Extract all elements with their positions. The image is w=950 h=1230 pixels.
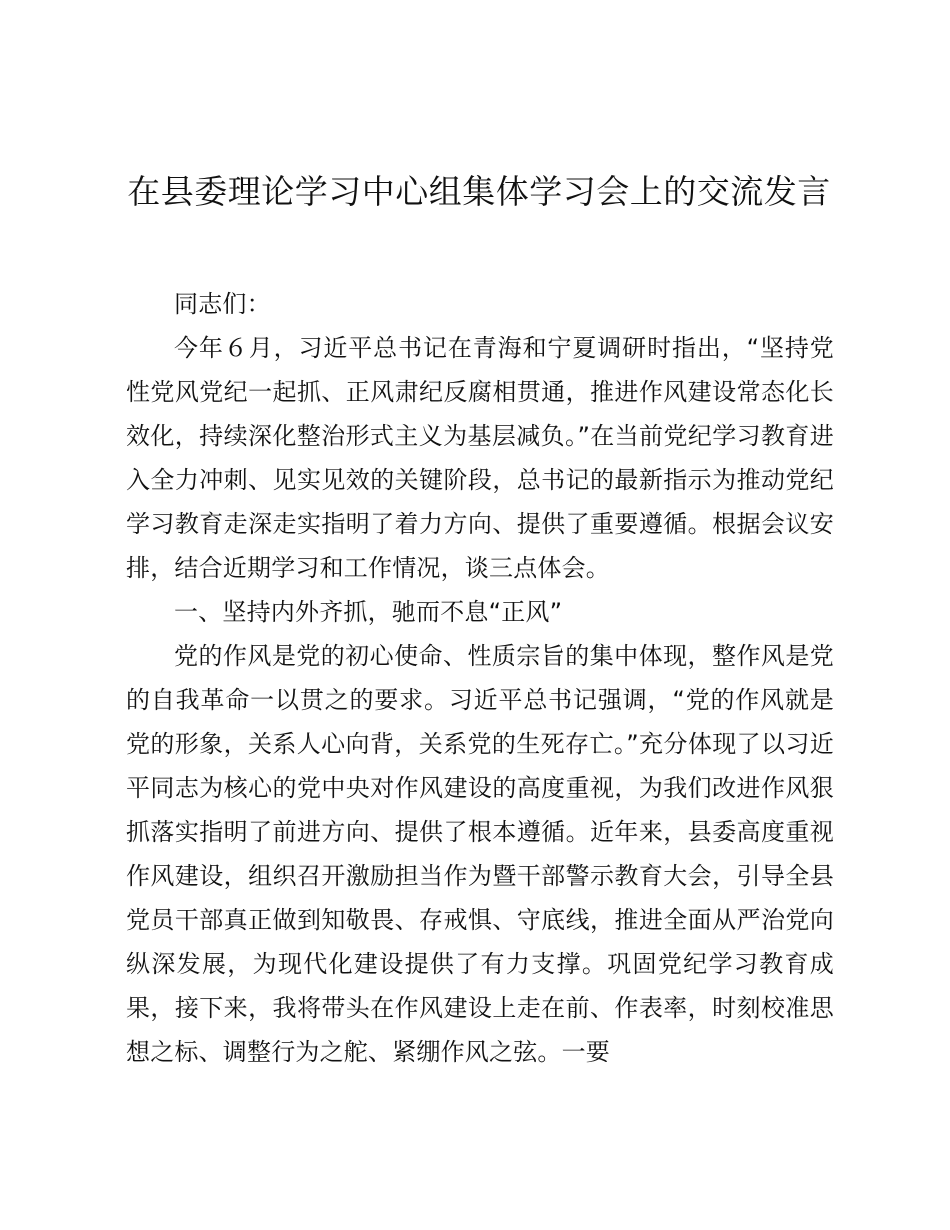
section-heading: 一、坚持内外齐抓，驰而不息“正风” bbox=[174, 598, 563, 626]
salutation-paragraph: 同志们： bbox=[174, 290, 271, 318]
intro-paragraph: 今年６月，习近平总书记在青海和宁夏调研时指出，“坚持党性党风党纪一起抓、正风肃纪反腐相贯通，推进作风建设常态化长效化，持续深化整治形式主义为基层减负。”在当前党纪学习教育进入全力冲刺、见实见效的关键阶段，总书记的最新指示为推动党纪学习教育走深走实指明了着力方向、提供了重要遵循。根据会议安排，结合近期学习和工作情况，谈三点体会。 bbox=[126, 334, 834, 582]
document-body bbox=[126, 282, 834, 1074]
document-title: 在县委理论学习中心组集体学习会上的交流发言 bbox=[127, 172, 831, 211]
section-paragraph: 党的作风是党的初心使命、性质宗旨的集中体现，整作风是党的自我革命一以贯之的要求。习近平总书记强调，“党的作风就是党的形象，关系人心向背，关系党的生死存亡。”充分体现了以习近平同志为核心的党中央对作风建设的高度重视，为我们改进作风狠抓落实指明了前进方向、提供了根本遵循。近年来，县委高度重视作风建设，组织召开激励担当作为暨干部警示教育大会，引导全县党员干部真正做到知敬畏、存戒惧、守底线，推进全面从严治党向纵深发展，为现代化建设提供了有力支撑。巩固党纪学习教育成果，接下来，我将带头在作风建设上走在前、作表率，时刻校准思想之标、调整行为之舵、紧绷作风之弦。一要 bbox=[126, 642, 834, 1066]
